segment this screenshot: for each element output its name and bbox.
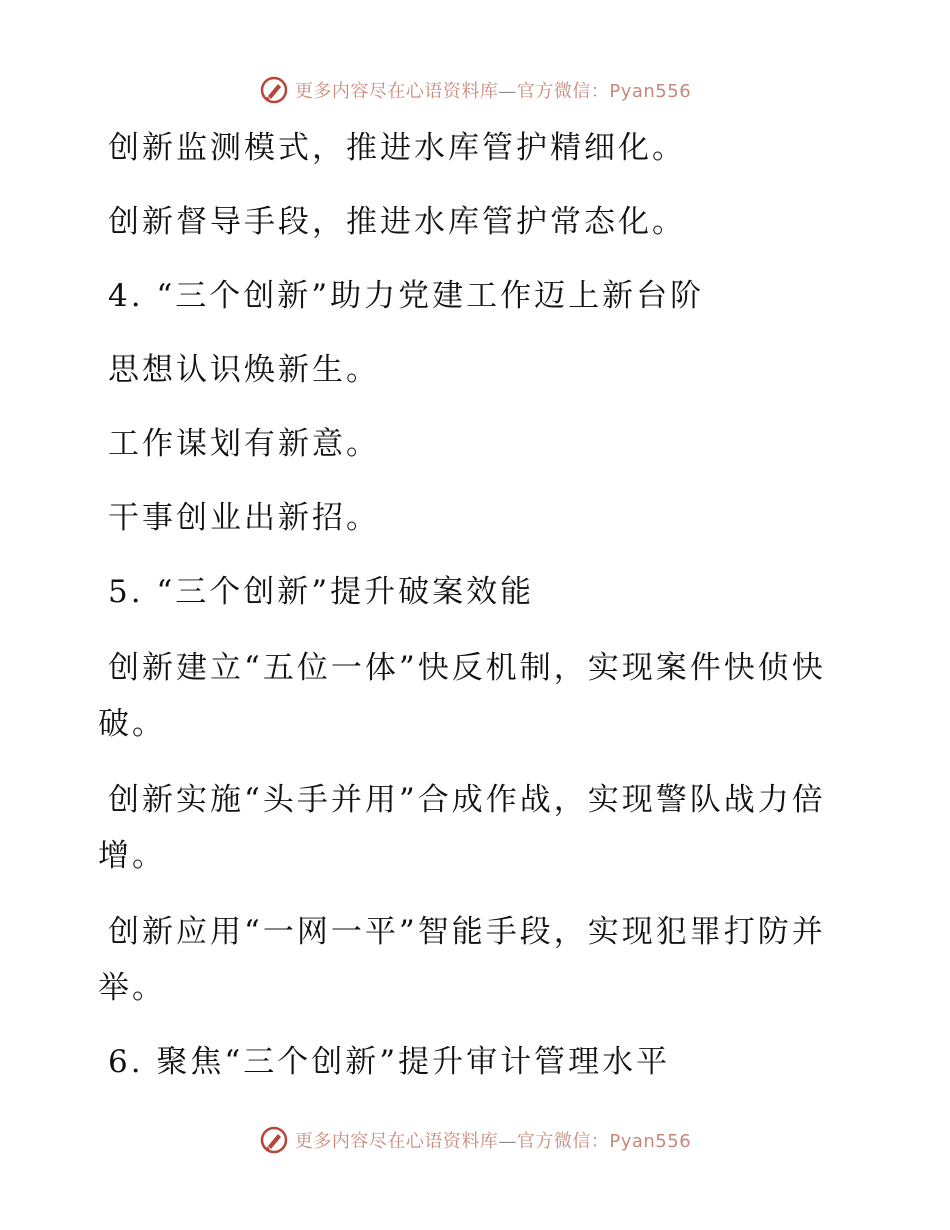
paragraph: 干事创业出新招。 [108,500,380,536]
section-heading: 5. “三个创新”提升破案效能 [108,574,535,610]
paragraph: 创新实施“头手并用”合成作战，实现警队战力倍增。 [98,782,826,874]
header-watermark [0,70,950,110]
paragraph: 创新应用“一网一平”智能手段，实现犯罪打防并举。 [98,914,826,1006]
paragraph: 创新监测模式，推进水库管护精细化。 [108,130,686,166]
paragraph: 工作谋划有新意。 [108,426,380,462]
pen-seal-logo-icon [259,75,289,105]
section-heading: 4. “三个创新”助力党建工作迈上新台阶 [108,278,705,314]
paragraph: 思想认识焕新生。 [108,352,380,388]
paragraph: 创新建立“五位一体”快反机制，实现案件快侦快破。 [98,650,826,742]
paragraph: 创新督导手段，推进水库管护常态化。 [108,204,686,240]
watermark-text: 更多内容尽在心语资料库—官方微信：Pyan556 [294,81,692,102]
footer-watermark [0,1120,950,1160]
document-body [98,122,858,1110]
section-heading: 6. 聚焦“三个创新”提升审计管理水平 [108,1044,671,1080]
watermark-text: 更多内容尽在心语资料库—官方微信：Pyan556 [294,1131,692,1152]
pen-seal-logo-icon [259,1125,289,1155]
